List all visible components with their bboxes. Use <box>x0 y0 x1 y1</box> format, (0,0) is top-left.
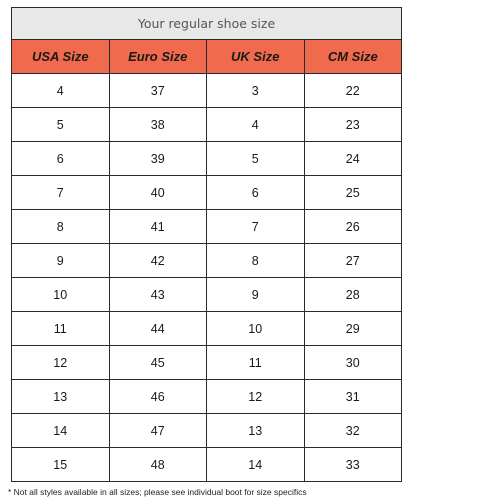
column-header-euro: Euro Size <box>109 40 207 74</box>
cell-cm: 24 <box>304 142 402 176</box>
cell-cm: 27 <box>304 244 402 278</box>
cell-euro: 40 <box>109 176 207 210</box>
table-row <box>12 142 402 176</box>
table-header-row <box>12 40 402 74</box>
cell-uk: 11 <box>207 346 305 380</box>
table-body <box>12 74 402 482</box>
cell-usa: 7 <box>12 176 110 210</box>
cell-uk: 4 <box>207 108 305 142</box>
cell-cm: 25 <box>304 176 402 210</box>
cell-uk: 14 <box>207 448 305 482</box>
cell-cm: 22 <box>304 74 402 108</box>
cell-usa: 12 <box>12 346 110 380</box>
cell-euro: 42 <box>109 244 207 278</box>
table-row <box>12 210 402 244</box>
cell-cm: 23 <box>304 108 402 142</box>
cell-cm: 26 <box>304 210 402 244</box>
cell-usa: 8 <box>12 210 110 244</box>
cell-uk: 13 <box>207 414 305 448</box>
shoe-size-chart <box>11 7 402 482</box>
cell-cm: 28 <box>304 278 402 312</box>
cell-uk: 7 <box>207 210 305 244</box>
cell-cm: 30 <box>304 346 402 380</box>
cell-euro: 41 <box>109 210 207 244</box>
table-row <box>12 108 402 142</box>
cell-usa: 10 <box>12 278 110 312</box>
cell-euro: 43 <box>109 278 207 312</box>
table-row <box>12 176 402 210</box>
cell-cm: 31 <box>304 380 402 414</box>
table-row <box>12 312 402 346</box>
cell-usa: 11 <box>12 312 110 346</box>
cell-euro: 38 <box>109 108 207 142</box>
table-row <box>12 414 402 448</box>
cell-usa: 4 <box>12 74 110 108</box>
table-title-row <box>12 8 402 40</box>
cell-usa: 13 <box>12 380 110 414</box>
cell-uk: 9 <box>207 278 305 312</box>
cell-euro: 47 <box>109 414 207 448</box>
table-row <box>12 244 402 278</box>
cell-euro: 37 <box>109 74 207 108</box>
cell-cm: 29 <box>304 312 402 346</box>
cell-uk: 6 <box>207 176 305 210</box>
table-row <box>12 380 402 414</box>
cell-uk: 5 <box>207 142 305 176</box>
cell-euro: 46 <box>109 380 207 414</box>
cell-cm: 32 <box>304 414 402 448</box>
cell-usa: 15 <box>12 448 110 482</box>
size-table <box>11 7 402 482</box>
cell-uk: 10 <box>207 312 305 346</box>
footnote: * Not all styles available in all sizes; please see individual boot for size specifics <box>8 487 307 497</box>
cell-uk: 3 <box>207 74 305 108</box>
table-row <box>12 74 402 108</box>
table-row <box>12 346 402 380</box>
column-header-usa: USA Size <box>12 40 110 74</box>
cell-usa: 9 <box>12 244 110 278</box>
cell-euro: 48 <box>109 448 207 482</box>
cell-usa: 6 <box>12 142 110 176</box>
cell-usa: 14 <box>12 414 110 448</box>
column-header-uk: UK Size <box>207 40 305 74</box>
cell-uk: 8 <box>207 244 305 278</box>
table-row <box>12 278 402 312</box>
column-header-cm: CM Size <box>304 40 402 74</box>
table-title: Your regular shoe size <box>12 8 402 40</box>
cell-euro: 39 <box>109 142 207 176</box>
cell-euro: 45 <box>109 346 207 380</box>
cell-usa: 5 <box>12 108 110 142</box>
table-row <box>12 448 402 482</box>
cell-uk: 12 <box>207 380 305 414</box>
cell-euro: 44 <box>109 312 207 346</box>
cell-cm: 33 <box>304 448 402 482</box>
